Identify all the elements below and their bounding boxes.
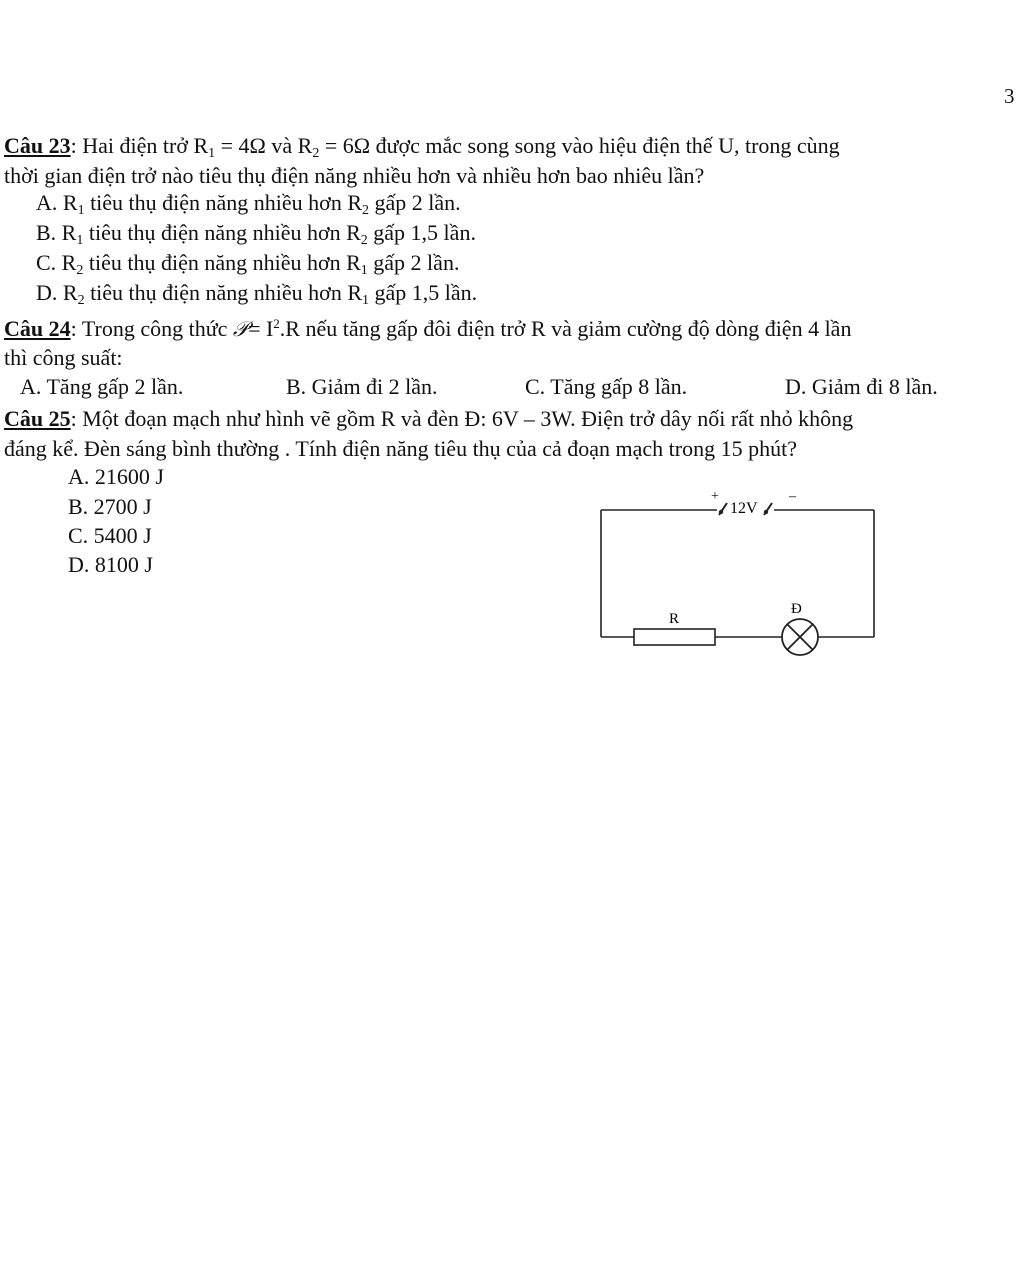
q23-stem-c: = 6Ω được mắc song song vào hiệu điện thế U, trong cùng <box>319 133 840 158</box>
q23-option-a: A. $R_1$ tiêu thụ điện năng nhiều hơn $R_2$ gấp 2 lần. <box>36 190 461 218</box>
q24-option-c: C. Tăng gấp 8 lần. <box>525 374 688 399</box>
q25-option-b: B. 2700 J <box>68 494 152 519</box>
q23-r1-sub: 1 <box>208 146 216 161</box>
battery-minus-sign: – <box>789 489 796 504</box>
battery-plus-sign: + <box>711 489 719 504</box>
q25-stem-line1: Câu 25: Một đoạn mạch như hình vẽ gồm R và đèn Đ: 6V – 3W. Điện trở dây nối rất nhỏ không <box>4 406 854 431</box>
q25-stem-line2: đáng kể. Đèn sáng bình thường . Tính điện năng tiêu thụ của cả đoạn mạch trong 15 phút? <box>4 436 797 461</box>
q23-r2-sub: 2 <box>312 146 320 161</box>
q23-option-c: C. $R_2$ tiêu thụ điện năng nhiều hơn $R_1$ gấp 2 lần. <box>36 250 460 278</box>
q24-option-a: A. Tăng gấp 2 lần. <box>20 374 184 399</box>
q25-option-d: D. 8100 J <box>68 552 153 577</box>
battery-terminal-negative-dot <box>764 510 768 514</box>
q24-option-d: D. Giảm đi 8 lần. <box>785 374 938 399</box>
q24-stem-line2: thì công suất: <box>4 345 123 370</box>
q23-option-b: B. $R_1$ tiêu thụ điện năng nhiều hơn $R_2$ gấp 1,5 lần. <box>36 220 476 248</box>
q25-option-c: C. 5400 J <box>68 523 152 548</box>
battery-voltage-label: 12V <box>730 500 758 517</box>
q23-stem-line1 <box>4 131 840 161</box>
q24-label: Câu 24 <box>4 316 71 341</box>
q25-option-a: A. 21600 J <box>68 464 164 489</box>
q23-label: Câu 23 <box>4 133 71 158</box>
resistor-label: R <box>669 611 680 627</box>
q23-stem-b: = 4Ω và R <box>215 133 313 158</box>
page-number: 3 <box>1004 84 1015 108</box>
resistor <box>634 629 715 645</box>
q24-option-b: B. Giảm đi 2 lần. <box>286 374 438 399</box>
q25-label: Câu 25 <box>4 406 71 431</box>
battery-terminal-positive-dot <box>719 510 723 514</box>
lamp-label: Đ <box>791 601 802 617</box>
q23-stem-a: : Hai điện trở R <box>70 133 209 158</box>
q24-stem-line1: Câu 24: Trong công thức 𝒫= $I^2.R$ nếu tăng gấp đôi điện trở R và giảm cường độ dòng điện 4 lần <box>4 316 852 341</box>
q23-stem-line2: thời gian điện trở nào tiêu thụ điện năng nhiều hơn và nhiều hơn bao nhiêu lần? <box>4 163 705 188</box>
q23-option-d: D. $R_2$ tiêu thụ điện năng nhiều hơn $R_1$ gấp 1,5 lần. <box>36 280 478 308</box>
circuit-diagram <box>590 485 890 665</box>
power-symbol: 𝒫 <box>232 317 249 341</box>
